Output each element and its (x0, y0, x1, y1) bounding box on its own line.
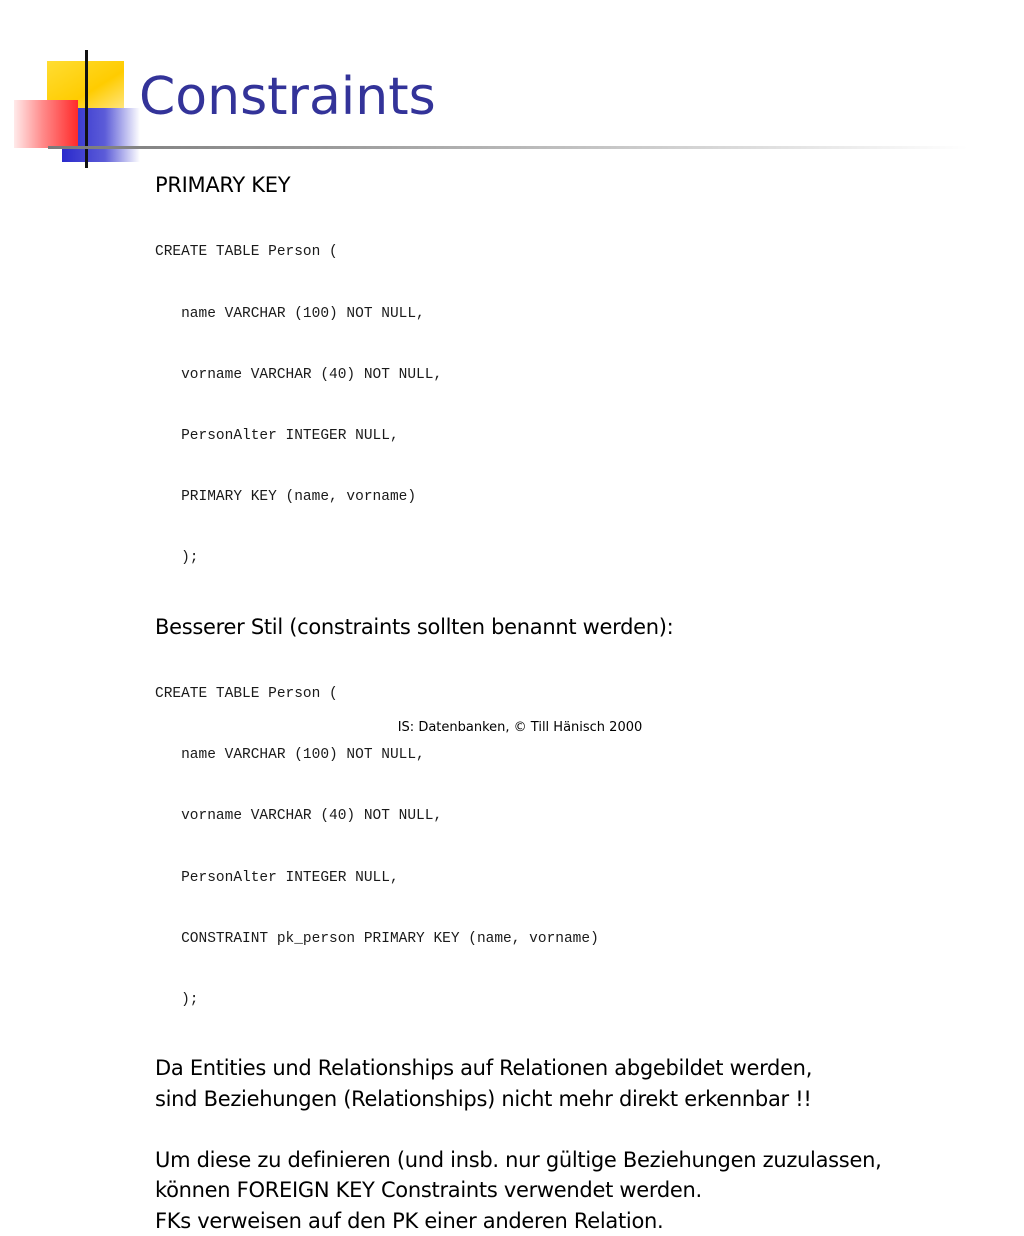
code-line: name VARCHAR (100) NOT NULL, (155, 305, 425, 322)
code-line: CONSTRAINT pk_person PRIMARY KEY (name, vorname) (155, 930, 599, 947)
code-line: CREATE TABLE Person ( (155, 244, 338, 261)
logo-red-square (14, 100, 78, 148)
text-line: Um diese zu definieren (und insb. nur gültige Beziehungen zuzulassen, (155, 1147, 882, 1172)
code-line: ); (155, 550, 199, 567)
text-line: sind Beziehungen (Relationships) nicht mehr direkt erkennbar !! (155, 1086, 812, 1111)
slide-footer: IS: Datenbanken, © Till Hänisch 2000 (397, 720, 643, 735)
slide-logo-decoration (0, 0, 160, 180)
code-line: vorname VARCHAR (40) NOT NULL, (155, 366, 443, 383)
text-line: können FOREIGN KEY Constraints verwendet werden. (155, 1178, 702, 1203)
code-block-named-constraint (155, 643, 1005, 1051)
title-divider (48, 146, 968, 149)
slide-title: Constraints (139, 67, 436, 127)
primary-key-heading: PRIMARY KEY (155, 173, 291, 197)
code-line: vorname VARCHAR (40) NOT NULL, (155, 808, 443, 825)
code-line: CREATE TABLE Person ( (155, 685, 338, 702)
logo-vertical-line (85, 50, 88, 168)
code-line: PersonAlter INTEGER NULL, (155, 427, 399, 444)
code-line: PersonAlter INTEGER NULL, (155, 869, 399, 886)
slide-content (155, 170, 1005, 1236)
code-line: name VARCHAR (100) NOT NULL, (155, 747, 425, 764)
code-line: ); (155, 992, 199, 1009)
paragraph-gap (155, 1114, 1005, 1145)
code-line: PRIMARY KEY (name, vorname) (155, 489, 417, 506)
better-style-heading: Besserer Stil (constraints sollten benannt werden): (155, 614, 674, 639)
code-block-primary-key (155, 202, 1005, 610)
text-line: Da Entities und Relationships auf Relationen abgebildet werden, (155, 1056, 813, 1081)
text-line: FKs verweisen auf den PK einer anderen Relation. (155, 1208, 664, 1233)
